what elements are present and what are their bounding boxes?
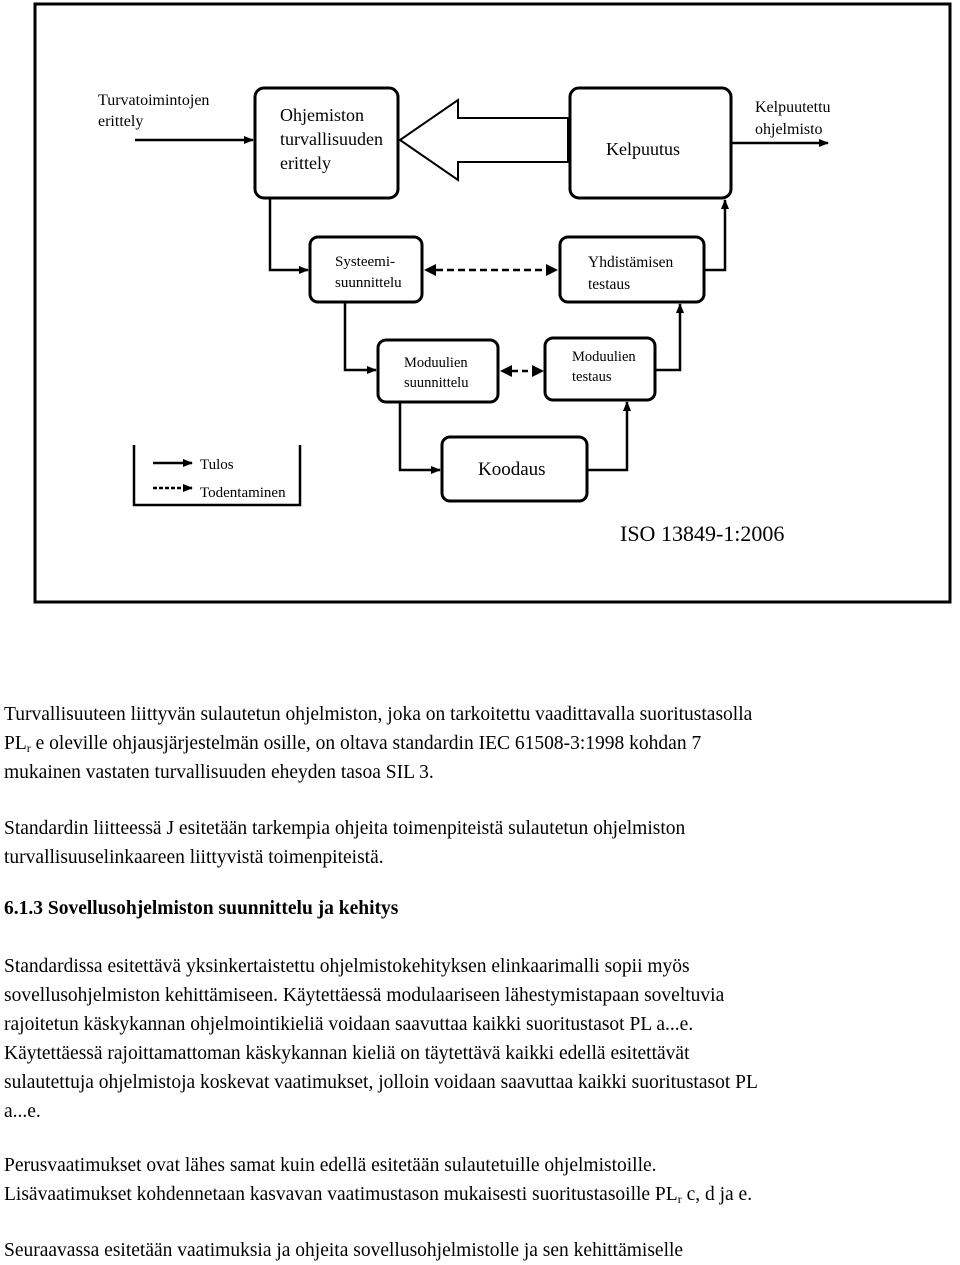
- coding-to-module-testing-arrow: [587, 402, 627, 470]
- section-heading: 6.1.3 Sovellusohjelmiston suunnittelu ja kehitys: [4, 898, 399, 919]
- sw-safety-spec-label: Ohjemiston turvallisuuden erittely: [280, 105, 383, 173]
- legend-verification-label: Todentaminen: [200, 485, 286, 501]
- module-design-label: Moduulien suunnittelu: [404, 355, 469, 391]
- p2-line-2: turvallisuuselinkaareen liittyvistä toimenpiteistä.: [4, 847, 384, 868]
- module-design-to-coding-arrow: [400, 402, 440, 470]
- validation-label: Kelpuutus: [606, 139, 680, 159]
- standard-reference: ISO 13849-1:2006: [620, 521, 785, 546]
- p1-line-3: mukainen vastaten turvallisuuden eheyden tasoa SIL 3.: [4, 762, 434, 783]
- system-design-label: Systeemi- suunnittelu: [335, 254, 402, 291]
- paragraph-3: [4, 952, 956, 1126]
- p4-line-2-pre: Lisävaatimukset kohdennetaan kasvavan vaatimustason mukaisesti suoritustasoille PL: [4, 1184, 678, 1205]
- validated-software-label: Kelpuutettu ohjelmisto: [755, 99, 831, 138]
- p1-line-1: Turvallisuuteen liittyvän sulautetun ohjelmiston, joka on tarkoitettu vaadittavalla suoritustasolla: [4, 704, 753, 725]
- module-testing-label: Moduulien testaus: [572, 349, 636, 385]
- legend-result-label: Tulos: [200, 457, 234, 473]
- paragraph-2: [4, 814, 956, 872]
- integration-to-validation-arrow: [704, 200, 725, 270]
- validation-feedback-arrow: [400, 100, 568, 180]
- p1-line-2-post: e oleville ohjausjärjestelmän osille, on oltava standardin IEC 61508-3:1998 kohdan 7: [30, 733, 702, 754]
- module-design-box: [378, 340, 498, 402]
- coding-label: Koodaus: [478, 459, 546, 480]
- p4-line-2-post: c, d ja e.: [681, 1184, 753, 1205]
- paragraph-5: Seuraavassa esitetään vaatimuksia ja ohjeita sovellusohjelmistolle ja sen kehittämiselle: [4, 1240, 684, 1261]
- p3-line-4: Käytettäessä rajoittamattoman käskykannan kieliä on täytettävä kaikki edellä esitettävät: [4, 1043, 690, 1064]
- p4-subscript: r: [677, 1192, 682, 1206]
- p4-line-1: Perusvaatimukset ovat lähes samat kuin edellä esitetään sulautetuille ohjelmistoille.: [4, 1155, 657, 1176]
- paragraph-4: [4, 1151, 956, 1209]
- p2-line-1: Standardin liitteessä J esitetään tarkempia ohjeita toimenpiteistä sulautetun ohjelmiston: [4, 818, 686, 839]
- p3-line-3: rajoitetun käskykannan ohjelmointikieliä voidaan saavuttaa kaikki suoritustasot PL a...e.: [4, 1014, 694, 1035]
- lifecycle-diagram: [0, 0, 960, 610]
- spec-to-system-design-arrow: [270, 198, 308, 270]
- p3-line-1: Standardissa esitettävä yksinkertaistettu ohjelmistokehityksen elinkaarimalli sopii myös: [4, 956, 690, 977]
- p1-line-2-pre: PL: [4, 733, 27, 754]
- safety-functions-spec-label: Turvatoimintojen erittely: [98, 92, 210, 130]
- paragraph-1: [4, 700, 956, 787]
- module-testing-to-integration-arrow: [655, 304, 680, 370]
- system-to-module-design-arrow: [345, 302, 376, 370]
- p3-line-2: sovellusohjelmiston kehittämiseen. Käytettäessä modulaariseen lähestymistapaan soveltuvia: [4, 985, 725, 1006]
- integration-testing-label: Yhdistämisen testaus: [588, 254, 674, 293]
- p3-line-5: sulautettuja ohjelmistoja koskevat vaatimukset, jolloin voidaan saavuttaa kaikki suoritustasot PL: [4, 1072, 758, 1093]
- p1-subscript: r: [26, 741, 31, 755]
- p3-line-6: a...e.: [4, 1101, 41, 1122]
